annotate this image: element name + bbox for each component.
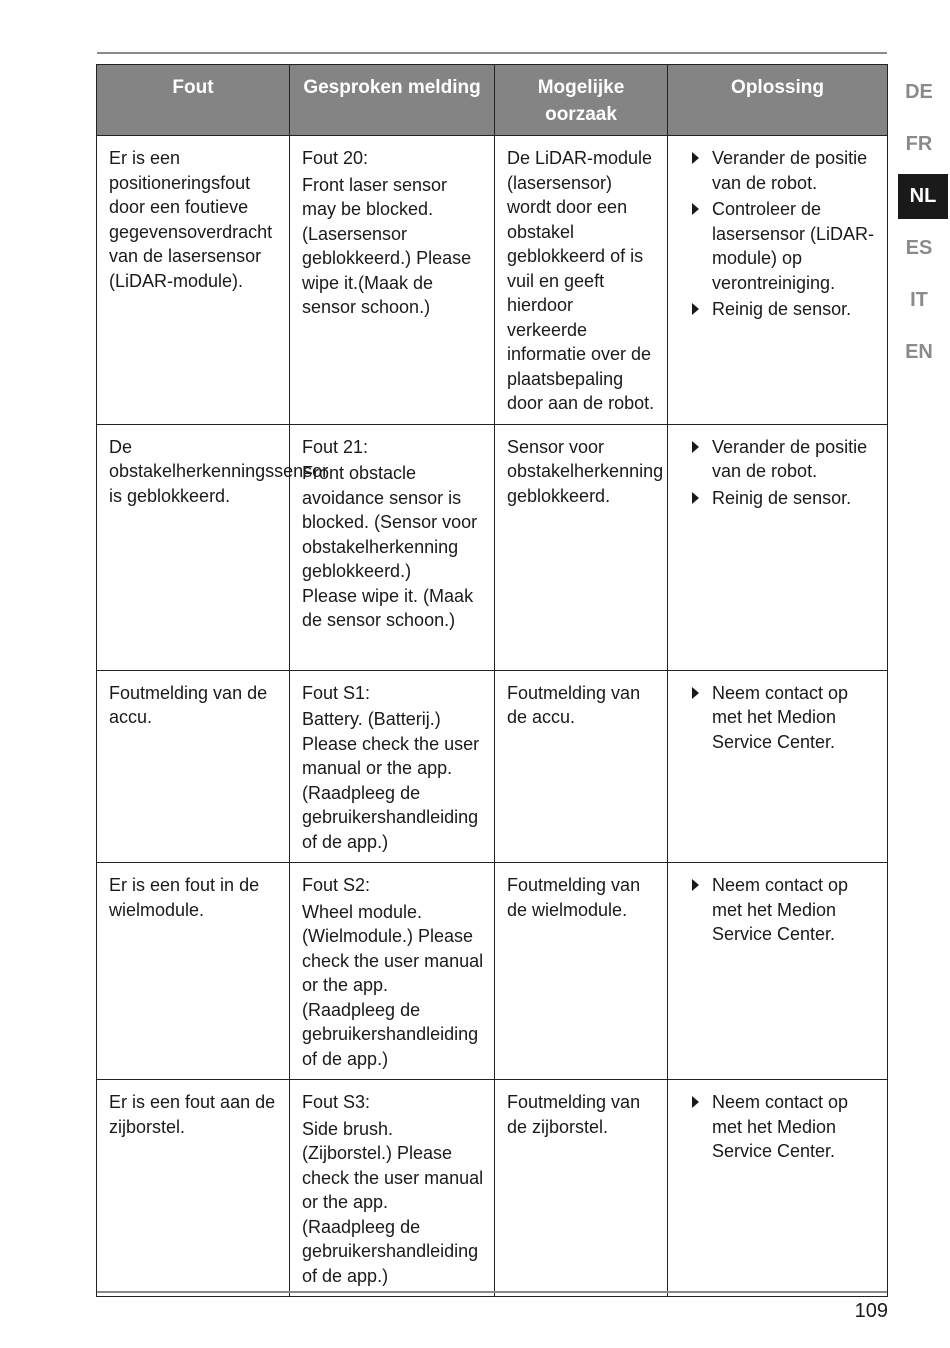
cell-fout: Er is een fout aan de zijborstel.: [97, 1080, 290, 1297]
lang-tab-de[interactable]: DE: [905, 81, 933, 103]
lang-tab-es[interactable]: ES: [905, 237, 933, 259]
solution-item: Reinig de sensor.: [680, 486, 877, 511]
cell-melding: [290, 670, 495, 863]
spoken-message: Front obstacle avoidance sensor is blocked. (Sensor voor obstakelherkenning geblokkeerd.): [302, 463, 478, 581]
bottom-rule: [97, 1291, 887, 1293]
error-code: Fout 21:: [302, 436, 369, 457]
cell-melding: [290, 863, 495, 1080]
cell-oorzaak: Foutmelding van de zijborstel.: [495, 1080, 668, 1297]
error-code: Fout S2:: [302, 875, 371, 895]
error-code: Fout S1:: [302, 682, 371, 703]
cell-fout: Foutmelding van de accu.: [97, 670, 290, 863]
lang-tab-nl[interactable]: NL: [898, 174, 948, 219]
cell-oplossing: [668, 670, 888, 863]
cell-oplossing: [668, 424, 888, 670]
cell-fout: Er is een fout in de wielmodule.: [97, 863, 290, 1080]
cell-oorzaak: De LiDAR-module (lasersensor) wordt door een obstakel geblokkeerd of is vuil en geeft hierdoor verkeerde informatie over de plaatsbepaling door aan de robot.: [495, 136, 668, 425]
solution-item: Reinig de sensor.: [680, 297, 877, 322]
lang-tab-en[interactable]: EN: [905, 341, 933, 363]
cell-oplossing: [668, 1080, 888, 1297]
table-row: [97, 863, 888, 1080]
page-number: 109: [854, 1300, 888, 1322]
cell-oorzaak: Foutmelding van de wielmodule.: [495, 863, 668, 1080]
error-table: [96, 64, 888, 1297]
table-row: [97, 670, 888, 863]
header-oplossing: Oplossing: [668, 65, 888, 136]
lang-tab-it[interactable]: IT: [910, 289, 928, 311]
solution-item: Neem contact op met het Medion Service Center.: [680, 873, 877, 947]
cell-fout: De obstakelherkenningssensor is geblokkeerd.: [97, 424, 290, 670]
table-row: [97, 1080, 888, 1297]
table-row: [97, 424, 888, 670]
spoken-message: Front laser sensor may be blocked. (Lasersensor geblokkeerd.) Please wipe it.(Maak de sensor schoon.): [302, 174, 472, 317]
cell-oorzaak: Sensor voor obstakelherkenning geblokkeerd.: [495, 424, 668, 670]
spoken-message: Wheel module. (Wielmodule.) Please check the user manual or the app. (Raadpleeg de gebruikershandleiding of de app.): [302, 901, 484, 1069]
language-index: [900, 70, 950, 382]
spoken-message: Side brush. (Zijborstel.) Please check the user manual or the app. (Raadpleeg de gebruikershandleiding of de app.): [302, 1118, 484, 1286]
header-gesproken-melding: Gesproken melding: [290, 65, 495, 136]
bullet-arrow-icon: [692, 152, 699, 164]
cell-fout: Er is een positioneringsfout door een foutieve gegevensoverdracht van de lasersensor (LiDAR-module).: [97, 136, 290, 425]
cell-melding: [290, 424, 495, 670]
cell-oplossing: [668, 136, 888, 425]
cell-oorzaak: Foutmelding van de accu.: [495, 670, 668, 863]
solution-item: Neem contact op met het Medion Service Center.: [680, 1090, 877, 1164]
header-fout: Fout: [97, 65, 290, 136]
bullet-arrow-icon: [692, 441, 699, 453]
top-rule: [97, 52, 887, 54]
header-mogelijke-oorzaak: Mogelijke oorzaak: [495, 65, 668, 136]
spoken-message: Battery. (Batterij.) Please check the user manual or the app. (Raadpleeg de gebruikershandleiding of de app.): [302, 709, 480, 852]
bullet-arrow-icon: [692, 203, 699, 215]
cell-oplossing: [668, 863, 888, 1080]
cell-melding: [290, 136, 495, 425]
cell-melding: [290, 1080, 495, 1297]
error-code: Fout 20:: [302, 148, 369, 168]
spoken-message-extra: Please wipe it. (Maak de sensor schoon.): [302, 585, 474, 630]
bullet-arrow-icon: [692, 492, 699, 504]
solution-item: Controleer de lasersensor (LiDAR-module) op verontreiniging.: [680, 197, 877, 295]
error-code: Fout S3:: [302, 1092, 371, 1112]
bullet-arrow-icon: [692, 1096, 699, 1108]
bullet-arrow-icon: [692, 687, 699, 699]
table-row: [97, 136, 888, 425]
solution-item: Neem contact op met het Medion Service Center.: [680, 681, 877, 755]
bullet-arrow-icon: [692, 303, 699, 315]
lang-tab-fr[interactable]: FR: [905, 133, 933, 155]
bullet-arrow-icon: [692, 879, 699, 891]
solution-item: Verander de positie van de robot.: [680, 146, 877, 195]
solution-item: Verander de positie van de robot.: [680, 435, 877, 484]
table-header-row: [97, 65, 888, 136]
